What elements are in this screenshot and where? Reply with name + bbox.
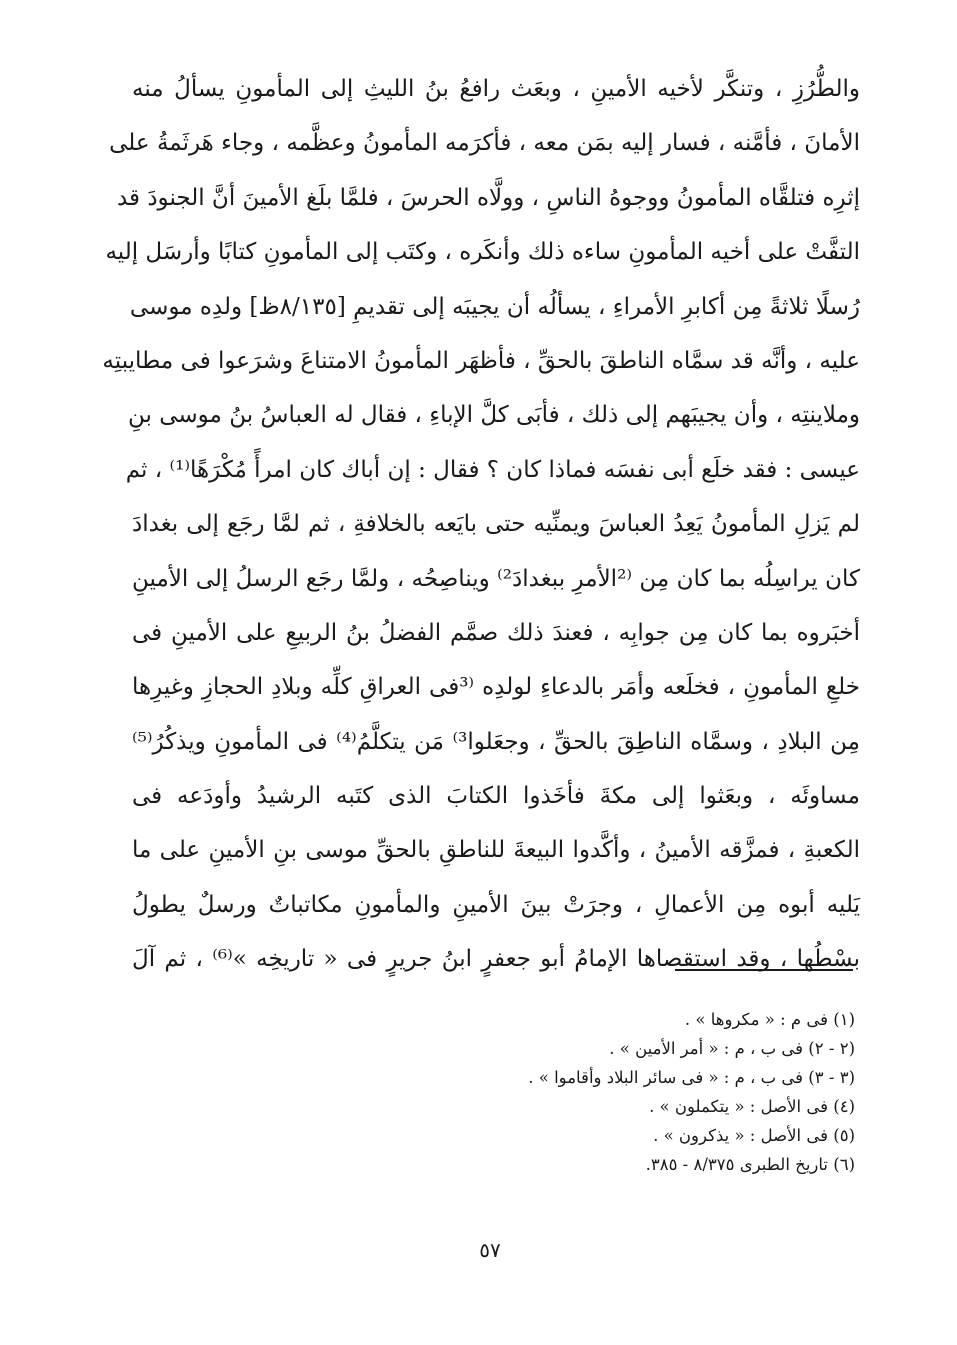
text-line: أخبَروه بما كان مِن جوابِه ، فعندَ ذلك صمَّم الفضلُ بنُ الربيعِ على الأمينِ فى	[132, 619, 860, 646]
text-line: وملاينتِه ، وأن يجيبَهم إلى ذلك ، فأبَى كلَّ الإباءِ ، فقال له العباسُ بنُ موسى بنِ	[128, 402, 860, 429]
footnote: (٤) فى الأصل : « يتكملون » .	[649, 1097, 855, 1116]
text-line: خلعِ المأمونِ ، فخلَعه وأمَر بالدعاءِ لولدِه ⁽³فى العراقِ كلِّه وبلادِ الحجازِ وغيرِها	[132, 674, 860, 701]
footnote: (٣ - ٣) فى ب ، م : « فى سائر البلاد وأقاموا » .	[528, 1068, 855, 1087]
text-line: بسْطُها ، وقد استقصاها الإمامُ أبو جعفرٍ ابنُ جريرٍ فى « تاريخِه »⁽⁶⁾ ، ثم آلَ	[132, 946, 860, 973]
footnote: (٦) تاريخ الطبرى ٨/٣٧٥ - ٣٨٥.	[645, 1155, 855, 1174]
footnotes-block	[300, 1005, 855, 1179]
main-text-block	[102, 62, 861, 987]
footnote: (٥) فى الأصل : « يذكرون » .	[653, 1126, 855, 1145]
text-line: يَليه أبوه مِن الأعمالِ ، وجرَتْ بينَ الأمينِ والمأمونِ مكاتباتٌ ورسلٌ يطولُ	[132, 891, 861, 918]
footnote-separator	[675, 969, 853, 971]
text-line: التفَّتْ على أخيه المأمونِ ساءه ذلك وأنكَره ، وكتَب إلى المأمونِ كتابًا وأرسَل إليه	[105, 239, 860, 266]
page-number: ٥٧	[479, 1238, 501, 1262]
text-line: مِن البلادِ ، وسمَّاه الناطِقَ بالحقِّ ، وجعَلوا³⁾ مَن يتكلَّمُ⁽⁴⁾ فى المأمونِ ويذكُرُ⁽⁵⁾	[132, 728, 860, 755]
text-line: عليه ، وأنَّه قد سمَّاه الناطقَ بالحقِّ ، فأظهَر المأمونُ الامتناعَ وشرَعوا فى مطايبتِه	[102, 347, 860, 374]
text-line: كان يراسِلُه بما كان مِن ⁽²الأمرِ ببغدادَ²⁾ ويناصِحُه ، ولمَّا رجَع الرسلُ إلى الأمينِ	[132, 565, 860, 592]
text-line: الأمانَ ، فأمَّنه ، فسار إليه بمَن معه ، فأكرَمه المأمونُ وعظَّمه ، وجاء هَرثَمةُ على	[109, 130, 860, 157]
footnote: (٢ - ٢) فى ب ، م : « أمر الأمين » .	[609, 1039, 855, 1058]
text-line: رُسلًا ثلاثةً مِن أكابرِ الأمراءِ ، يسألُه أن يجيبَه إلى تقديمِ [٨/١٣٥ظ] ولدِه موسى	[129, 293, 860, 320]
text-line: لم يَزلِ المأمونُ يَعِدُ العباسَ ويمنِّيه حتى بايَعه بالخلافةِ ، ثم لمَّا رجَع إلى بغدادَ	[132, 511, 860, 538]
text-line: عيسى : فقد خلَع أبى نفسَه فماذا كان ؟ فقال : إن أباك كان امرأً مُكْرَهًا⁽¹⁾ ، ثم	[125, 456, 860, 483]
footnote: (١) فى م : « مكروها » .	[684, 1010, 855, 1029]
text-line: مساوئَه ، وبعَثوا إلى مكةَ فأخَذوا الكتابَ الذى كتَبه الرشيدُ وأودَعه فى	[132, 783, 860, 810]
text-line: إثرِه فتلقَّاه المأمونُ ووجوهُ الناسِ ، وولَّاه الحرسَ ، فلمَّا بلَغ الأمينَ أنَّ الجنودَ قد	[116, 184, 860, 211]
text-line: والطُّرُزِ ، وتنكَّر لأخيه الأمينِ ، وبعَث رافعُ بنُ الليثِ إلى المأمونِ يسألُ منه	[132, 76, 860, 102]
text-line: الكعبةِ ، فمزَّقه الأمينُ ، وأكَّدوا البيعةَ للناطقِ بالحقِّ موسى بنِ الأمينِ على ما	[132, 837, 860, 864]
